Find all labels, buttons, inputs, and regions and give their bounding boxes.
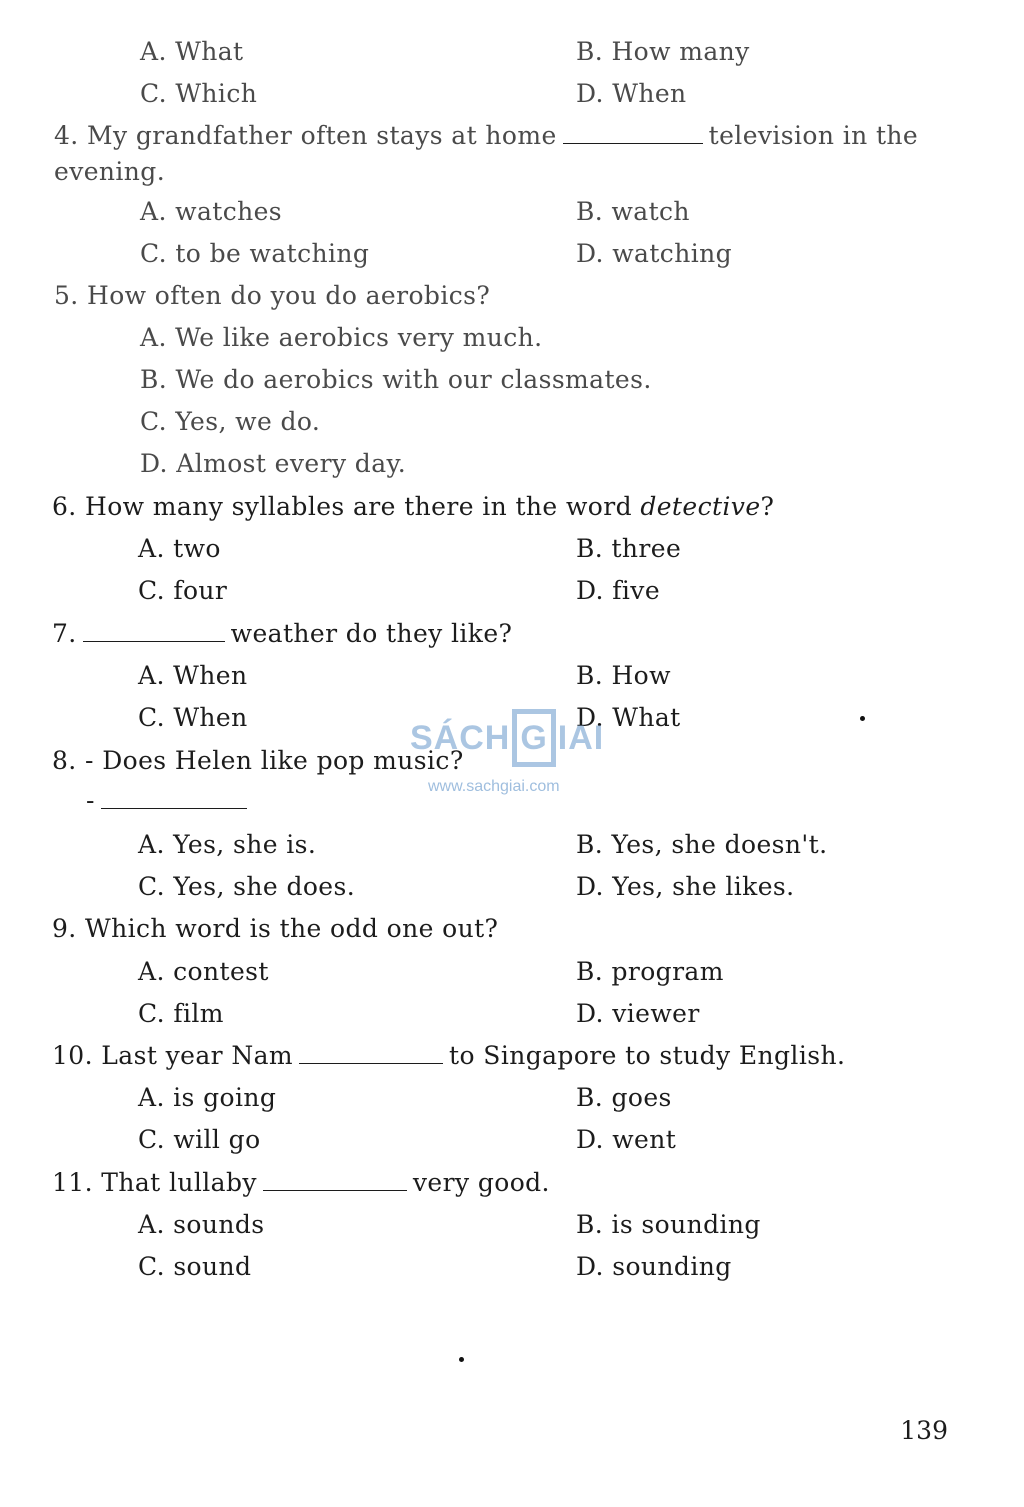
watermark-url: www.sachgiai.com bbox=[428, 778, 560, 795]
q7-number: 7. bbox=[52, 619, 77, 648]
q8-reply-line bbox=[86, 786, 253, 816]
q7-option-b: B. How bbox=[576, 661, 671, 690]
q3-option-d: D. When bbox=[576, 79, 687, 108]
watermark-logo-right: IAI bbox=[557, 719, 605, 757]
q7-stem bbox=[52, 619, 512, 649]
q4-option-b: B. watch bbox=[576, 197, 690, 226]
q4-stem-continued: evening. bbox=[54, 157, 166, 186]
q8-stem: 8. - Does Helen like pop music? bbox=[52, 746, 464, 775]
q7-answer-blank bbox=[83, 621, 225, 642]
q10-stem-before: 10. Last year Nam bbox=[52, 1041, 294, 1070]
q6-option-a: A. two bbox=[138, 534, 221, 563]
q10-option-d: D. went bbox=[576, 1125, 677, 1154]
q7-option-a: A. When bbox=[138, 661, 248, 690]
q10-option-a: A. is going bbox=[138, 1083, 277, 1112]
q4-answer-blank bbox=[563, 123, 703, 144]
q7-stem-after: weather do they like? bbox=[230, 619, 513, 648]
q11-option-c: C. sound bbox=[138, 1252, 252, 1281]
q7-option-d: D. What bbox=[576, 703, 681, 732]
q10-answer-blank bbox=[299, 1043, 443, 1064]
q9-stem: 9. Which word is the odd one out? bbox=[52, 914, 499, 943]
q3-option-b: B. How many bbox=[576, 37, 750, 66]
q11-stem-after: very good. bbox=[412, 1168, 550, 1197]
q10-option-c: C. will go bbox=[138, 1125, 261, 1154]
q11-option-b: B. is sounding bbox=[576, 1210, 761, 1239]
q7-option-c: C. When bbox=[138, 703, 248, 732]
watermark-logo-left: SÁCH bbox=[410, 719, 511, 757]
q6-option-c: C. four bbox=[138, 576, 228, 605]
q6-stem-word: detective bbox=[640, 492, 761, 521]
q10-stem-after: to Singapore to study English. bbox=[449, 1041, 846, 1070]
q8-option-a: A. Yes, she is. bbox=[138, 830, 317, 859]
scan-speck bbox=[459, 1357, 464, 1362]
q9-option-b: B. program bbox=[576, 957, 724, 986]
q9-option-c: C. film bbox=[138, 999, 224, 1028]
q6-stem-after: ? bbox=[760, 492, 775, 521]
q5-option-b: B. We do aerobics with our classmates. bbox=[140, 365, 652, 394]
q8-option-c: C. Yes, she does. bbox=[138, 872, 356, 901]
q8-option-b: B. Yes, she doesn't. bbox=[576, 830, 828, 859]
q10-stem bbox=[52, 1041, 845, 1071]
q8-option-d: D. Yes, she likes. bbox=[576, 872, 795, 901]
q6-stem-before: 6. How many syllables are there in the word bbox=[52, 492, 641, 521]
q3-option-c: C. Which bbox=[140, 79, 258, 108]
q6-stem bbox=[52, 492, 774, 522]
q6-option-b: B. three bbox=[576, 534, 682, 563]
q5-option-a: A. We like aerobics very much. bbox=[140, 323, 543, 352]
q3-option-a: A. What bbox=[140, 37, 244, 66]
q5-stem: 5. How often do you do aerobics? bbox=[54, 281, 491, 310]
q4-option-d: D. watching bbox=[576, 239, 732, 268]
q4-option-c: C. to be watching bbox=[140, 239, 370, 268]
q4-stem-after: television in the bbox=[708, 121, 919, 150]
q4-option-a: A. watches bbox=[140, 197, 283, 226]
q11-stem bbox=[52, 1168, 550, 1198]
q5-option-c: C. Yes, we do. bbox=[140, 407, 321, 436]
q11-answer-blank bbox=[263, 1170, 407, 1191]
q11-option-d: D. sounding bbox=[576, 1252, 732, 1281]
scan-speck bbox=[860, 716, 865, 721]
q8-reply-dash: - bbox=[86, 786, 95, 815]
q4-stem bbox=[54, 121, 918, 151]
q11-stem-before: 11. That lullaby bbox=[52, 1168, 257, 1197]
watermark-logo-box: G bbox=[512, 709, 555, 767]
q10-option-b: B. goes bbox=[576, 1083, 672, 1112]
page-number: 139 bbox=[900, 1416, 948, 1445]
q4-stem-before: 4. My grandfather often stays at home bbox=[54, 121, 557, 150]
q11-option-a: A. sounds bbox=[138, 1210, 265, 1239]
q8-answer-blank bbox=[101, 788, 247, 809]
q5-option-d: D. Almost every day. bbox=[140, 449, 407, 478]
q9-option-a: A. contest bbox=[138, 957, 269, 986]
q9-option-d: D. viewer bbox=[576, 999, 700, 1028]
q6-option-d: D. five bbox=[576, 576, 661, 605]
